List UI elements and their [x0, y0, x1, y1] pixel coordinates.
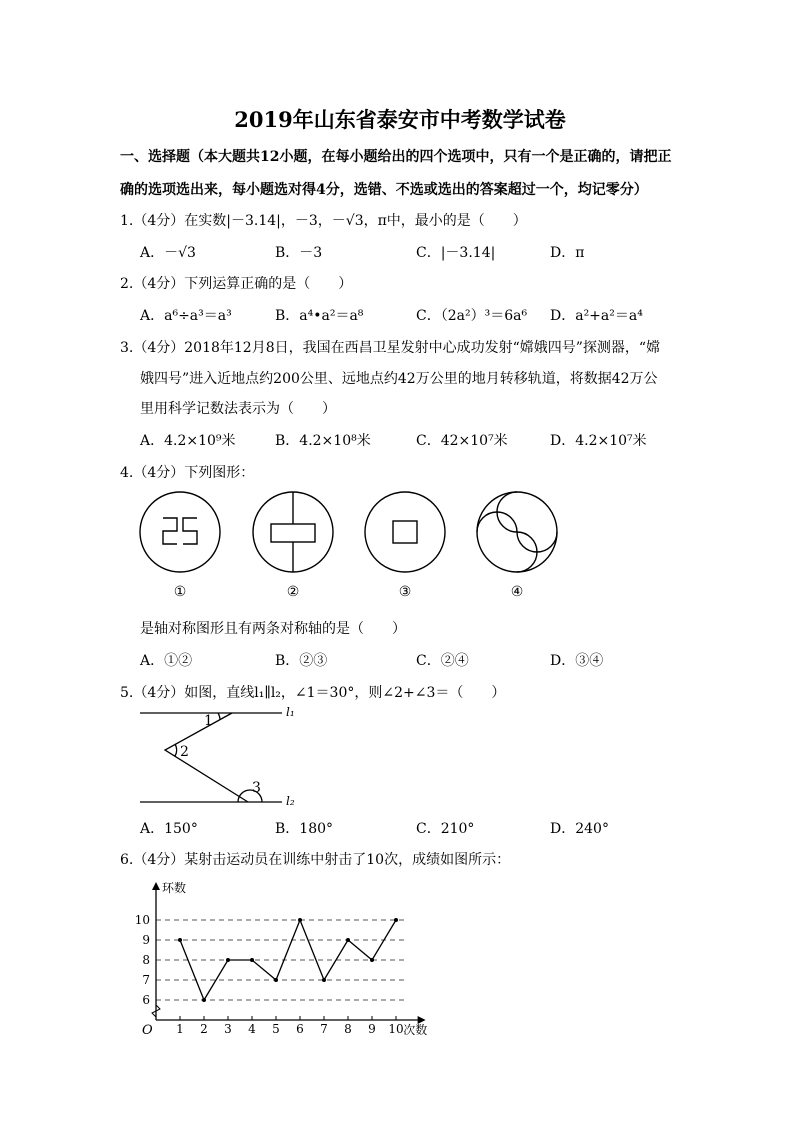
x-tick-label-6: 6 [296, 1022, 304, 1035]
q5-option-c: C．210° [416, 821, 475, 837]
section-header-line-2: 确的选项选出来，每小题选对得4分，选错、不选或选出的答案超过一个，均记零分） [120, 182, 648, 198]
q5-option-a: A．150° [140, 821, 198, 837]
q1-option-b: B．－3 [275, 245, 323, 261]
question-2-stem: 2.（4分）下列运算正确的是（ ） [120, 276, 353, 292]
q2-option-c: C．（2a²）³＝6a⁶ [416, 308, 528, 324]
question-3-stem-line-1: 3.（4分）2018年12月8日，我国在西昌卫星发射中心成功发射“嫦娥四号”探测器，“嫦 [120, 340, 661, 356]
section-header-line-1: 一、选择题（本大题共12小题，在每小题给出的四个选项中，只有一个是正确的，请把正 [120, 149, 672, 165]
question-4-stem: 4.（4分）下列图形： [120, 465, 255, 481]
q4-label-1: ① [173, 584, 187, 600]
question-4-stem-2: 是轴对称图形且有两条对称轴的是（ ） [140, 621, 406, 637]
q1-option-c: C．|－3.14| [416, 245, 496, 261]
y-axis-arrow [152, 882, 160, 890]
y-tick-label-6: 6 [142, 993, 150, 1007]
data-point-3 [226, 958, 230, 962]
q4-label-2: ② [286, 584, 300, 600]
page-title: 2019年山东省泰安市中考数学试卷 [234, 107, 566, 132]
x-tick-label-5: 5 [272, 1022, 280, 1035]
data-point-4 [250, 958, 254, 962]
label-angle-1: 1 [204, 713, 213, 729]
data-point-7 [322, 978, 326, 982]
label-angle-2: 2 [180, 744, 189, 760]
question-6-stem: 6.（4分）某射击运动员在训练中射击了10次，成绩如图所示： [120, 852, 511, 868]
q1-option-a: A．－√3 [140, 245, 196, 261]
data-point-5 [274, 978, 278, 982]
x-tick-label-7: 7 [320, 1022, 328, 1035]
q3-option-a: A．4.2×10⁹米 [140, 433, 236, 449]
q1-option-d: D．π [550, 245, 585, 261]
origin-label: O [142, 1023, 153, 1035]
q4-figure-4 [477, 492, 557, 572]
q4-figures [130, 490, 570, 602]
q2-option-a: A．a⁶÷a³＝a³ [140, 308, 232, 324]
q3-option-d: D．4.2×10⁷米 [550, 433, 647, 449]
x-tick-label-2: 2 [200, 1022, 208, 1035]
q3-option-c: C．42×10⁷米 [416, 433, 508, 449]
data-point-6 [298, 918, 302, 922]
data-point-2 [202, 998, 206, 1002]
data-point-10 [394, 918, 398, 922]
question-1-stem: 1.（4分）在实数|－3.14|，－3，－√3，π中，最小的是（ ） [120, 213, 527, 229]
x-tick-label-4: 4 [248, 1022, 256, 1035]
q6-line-chart [130, 880, 450, 1035]
q4-figure-3 [365, 492, 445, 572]
q4-option-a: A．①② [140, 653, 193, 669]
q5-option-b: B．180° [275, 821, 334, 837]
q2-option-b: B．a⁴•a²＝a⁸ [275, 308, 364, 324]
label-angle-3: 3 [252, 780, 261, 796]
x-tick-label-3: 3 [224, 1022, 232, 1035]
q4-label-3: ③ [398, 584, 412, 600]
x-tick-label-8: 8 [344, 1022, 352, 1035]
y-tick-label-10: 10 [134, 913, 150, 927]
q5-figure [130, 700, 310, 812]
q5-option-d: D．240° [550, 821, 609, 837]
data-point-9 [370, 958, 374, 962]
label-l1: l₁ [286, 705, 295, 719]
x-tick-label-9: 9 [368, 1022, 376, 1035]
data-point-8 [346, 938, 350, 942]
x-tick-label-10: 10 [388, 1022, 404, 1035]
data-point-1 [178, 938, 182, 942]
q4-option-b: B．②③ [275, 653, 328, 669]
q3-option-b: B．4.2×10⁸米 [275, 433, 371, 449]
y-tick-label-7: 7 [142, 973, 150, 987]
question-3-stem-line-3: 里用科学记数法表示为（ ） [140, 401, 336, 417]
q4-option-c: C．②④ [416, 653, 469, 669]
q4-label-4: ④ [510, 584, 524, 600]
q4-option-d: D．③④ [550, 653, 604, 669]
q2-option-d: D．a²+a²＝a⁴ [550, 308, 643, 324]
question-5-stem: 5.（4分）如图，直线l₁∥l₂，∠1＝30°，则∠2+∠3＝（ ） [120, 685, 506, 701]
y-axis-label: 环数 [162, 881, 187, 895]
q4-figure-2 [253, 492, 333, 572]
x-axis-label: 次数 [403, 1023, 428, 1035]
question-3-stem-line-2: 娥四号”进入近地点约200公里、远地点约42万公里的地月转移轨道，将数据42万公 [140, 371, 658, 387]
x-tick-label-1: 1 [176, 1022, 184, 1035]
q4-figure-1 [140, 492, 220, 572]
y-tick-label-9: 9 [142, 933, 150, 947]
chart-axes [152, 882, 426, 1024]
label-l2: l₂ [286, 794, 295, 808]
y-tick-label-8: 8 [142, 953, 150, 967]
